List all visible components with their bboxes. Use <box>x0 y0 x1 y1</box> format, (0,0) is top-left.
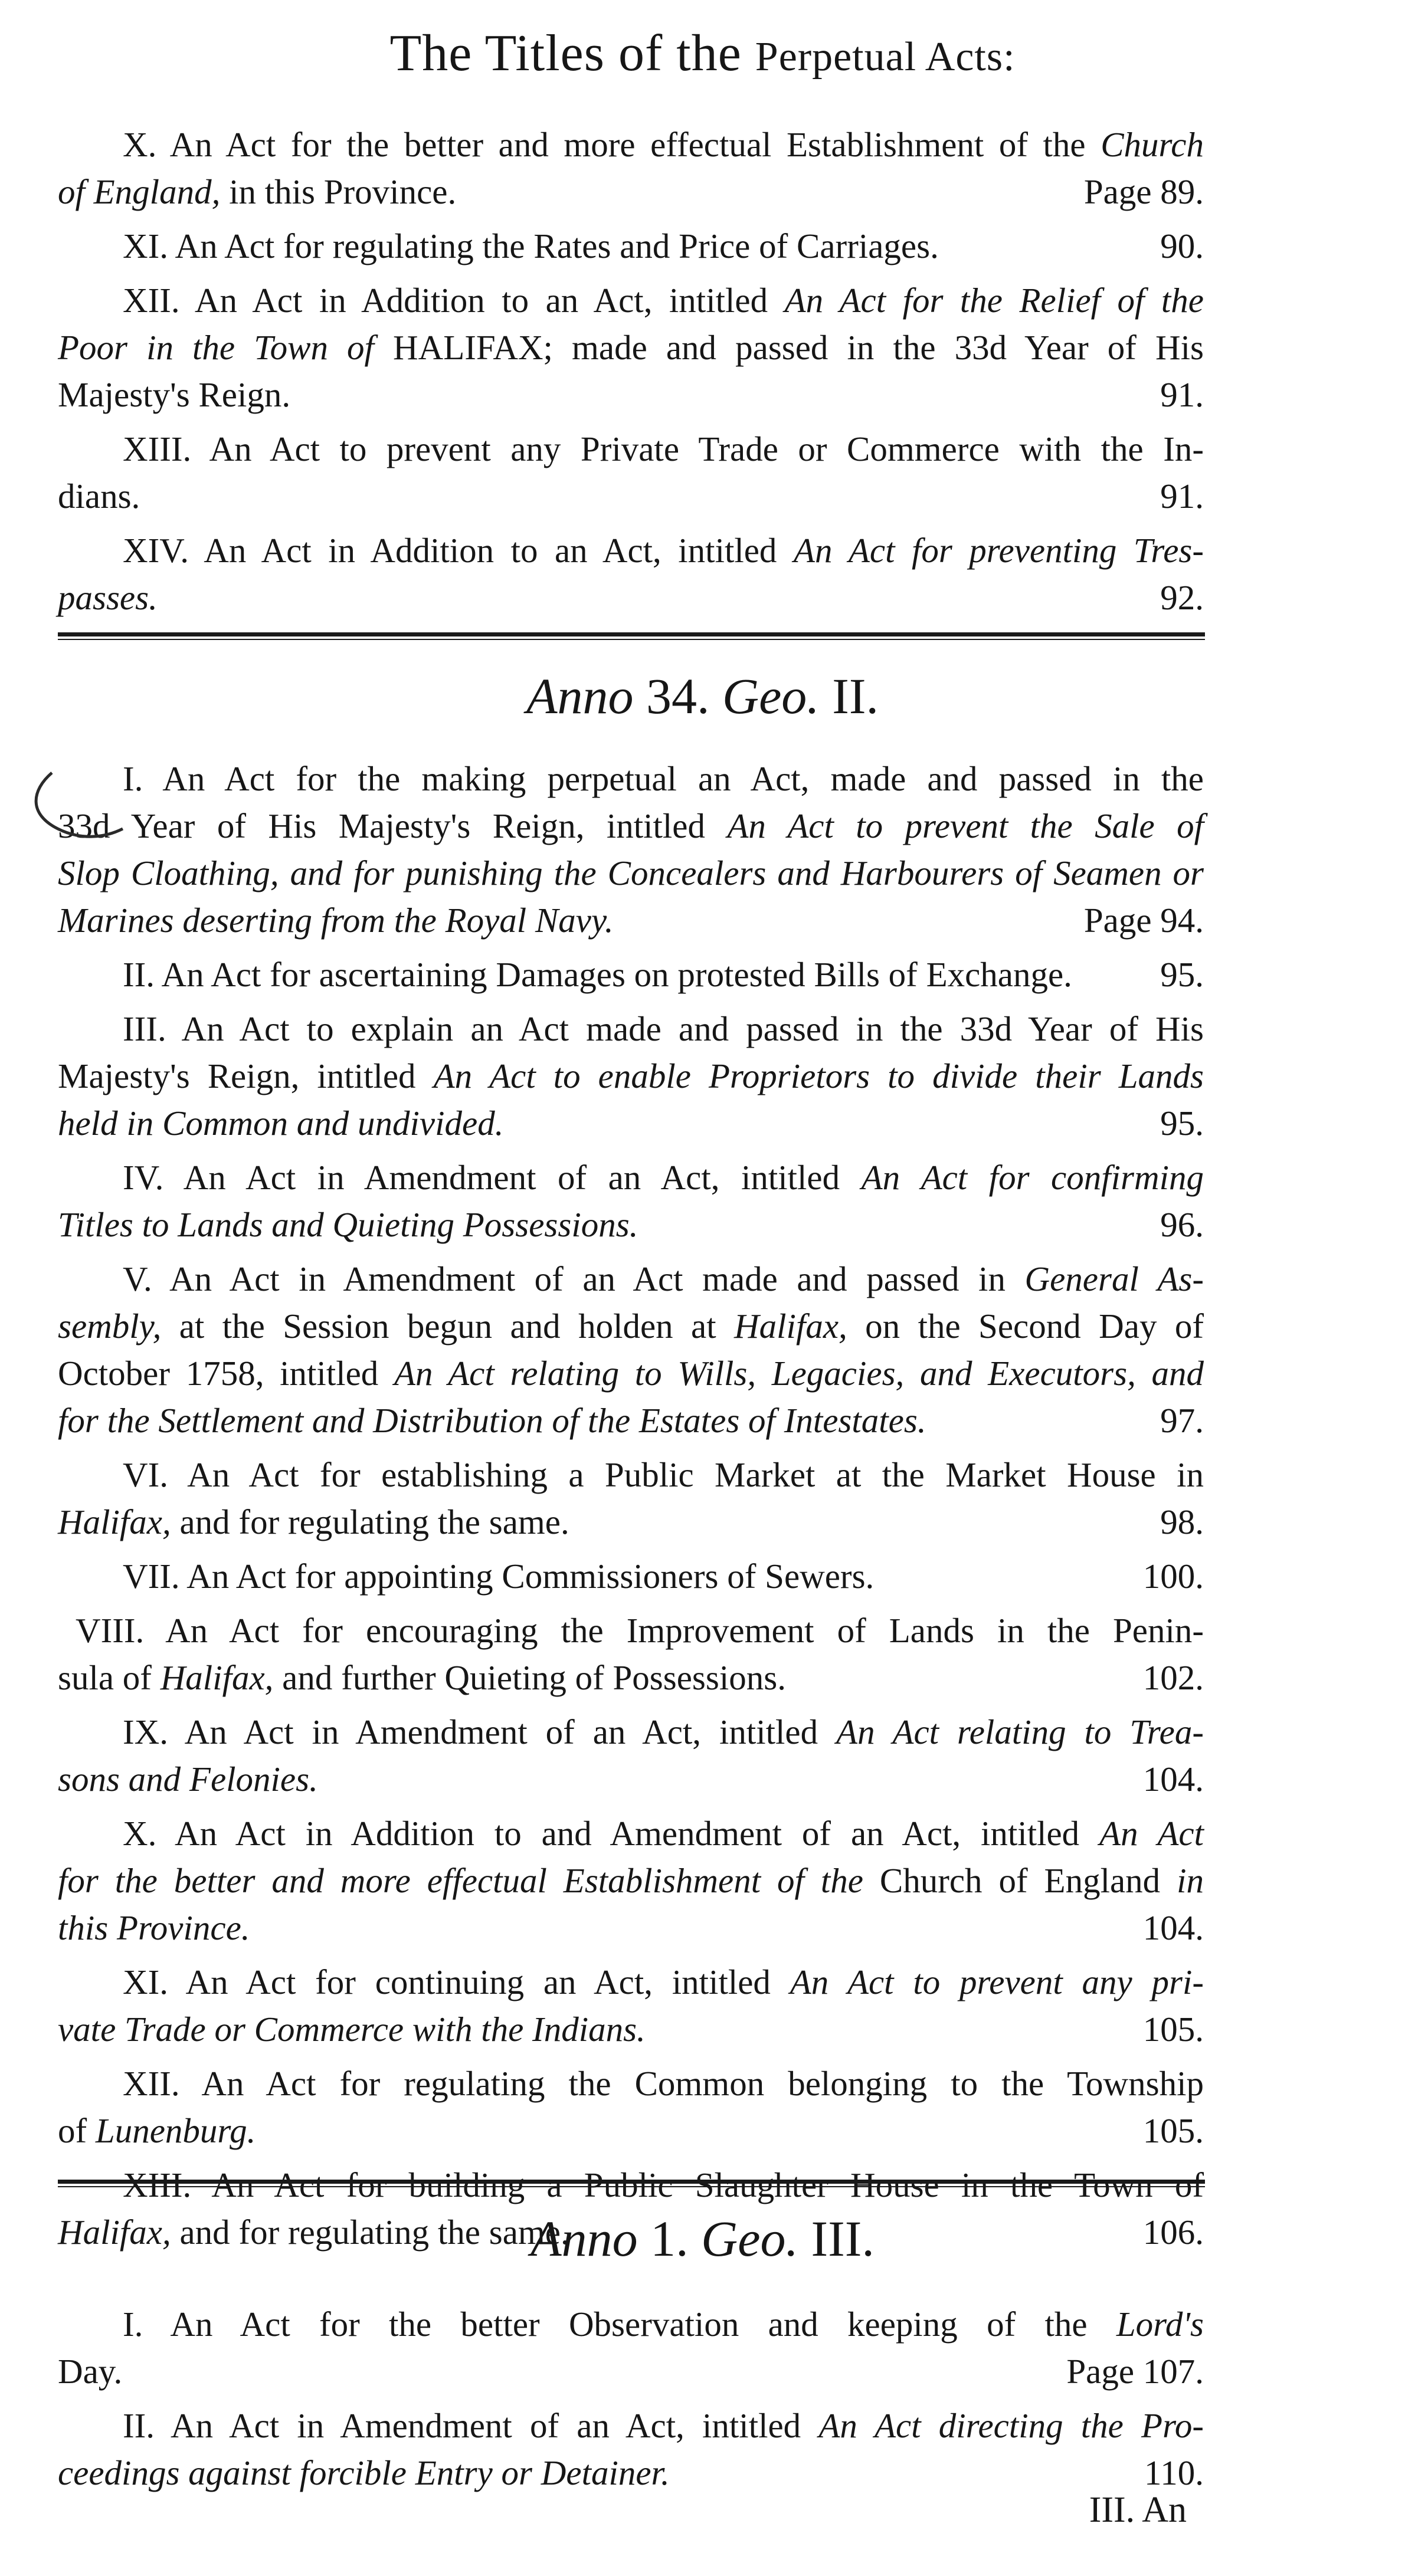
page-number: 92. <box>1160 578 1204 617</box>
act-entry: VIII. An Act for encouraging the Improvement of Lands in the Penin- sula of Halifax, and further Quieting of Possessions. 102. <box>58 1607 1204 1701</box>
page-number: Page 89. <box>1083 172 1204 211</box>
act-entry: VI. An Act for establishing a Public Market at the Market House in Halifax, and for regulating the same. 98. <box>58 1451 1204 1545</box>
page-number: 102. <box>1142 1658 1204 1697</box>
act-entry: XII. An Act for regulating the Common belonging to the Township of Lunenburg. 105. <box>58 2060 1204 2154</box>
act-entry: IX. An Act in Amendment of an Act, intitled An Act relating to Trea- sons and Felonies. 104. <box>58 1708 1204 1803</box>
page-number: 91. <box>1160 477 1204 516</box>
group-3 <box>58 2301 1204 2496</box>
act-entry: X. An Act in Addition to and Amendment of an Act, intitled An Act for the better and more effectual Establishment of the Church of England in this Province. 104. <box>58 1810 1204 1951</box>
page-number: 95. <box>1160 1104 1204 1143</box>
page-number: Page 94. <box>1083 901 1204 940</box>
act-entry: II. An Act for ascertaining Damages on protested Bills of Exchange. 95. <box>58 951 1204 998</box>
act-entry: XIV. An Act in Addition to an Act, intitled An Act for preventing Tres- passes. 92. <box>58 527 1204 621</box>
section-rule <box>58 2180 1205 2184</box>
section-rule <box>58 632 1205 636</box>
act-entry: XIII. An Act for building a Public Slaughter House in the Town of Halifax, and for regulating the same. 106. <box>58 2161 1204 2256</box>
group-2 <box>58 755 1204 2256</box>
page-number: 98. <box>1160 1502 1204 1541</box>
page-number: 104. <box>1142 1908 1204 1947</box>
running-head-small-caps: Perpetual Acts: <box>755 34 1016 80</box>
act-entry: III. An Act to explain an Act made and passed in the 33d Year of His Majesty's Reign, intitled An Act to enable Proprietors to divide their Lands held in Common and undivided. 95. <box>58 1005 1204 1147</box>
section-heading: Anno 34. Geo. II. <box>526 668 879 724</box>
act-entry: XI. An Act for regulating the Rates and Price of Carriages. 90. <box>58 222 1204 270</box>
page-number: 100. <box>1142 1557 1204 1596</box>
act-entry: IV. An Act in Amendment of an Act, intitled An Act for confirming Titles to Lands and Quieting Possessions. 96. <box>58 1154 1204 1248</box>
page-number: 95. <box>1160 955 1204 994</box>
running-head <box>0 24 1405 83</box>
act-entry: VII. An Act for appointing Commissioners of Sewers. 100. <box>58 1553 1204 1600</box>
page-number: 105. <box>1142 2010 1204 2049</box>
page-number: 97. <box>1160 1401 1204 1440</box>
section-heading: Anno 1. Geo. III. <box>530 2210 875 2267</box>
running-head-title: The Titles of the <box>389 25 755 82</box>
act-entry: XII. An Act in Addition to an Act, intitled An Act for the Relief of the Poor in the Town of HALIFAX; made and passed in the 33d Year of His Majesty's Reign. 91. <box>58 277 1204 418</box>
catchword: III. An <box>1089 2490 1187 2530</box>
page-number: 91. <box>1160 375 1204 414</box>
act-entry: XIII. An Act to prevent any Private Trade or Commerce with the In- dians. 91. <box>58 425 1204 520</box>
page-number: 90. <box>1160 227 1204 265</box>
page-number: 104. <box>1142 1760 1204 1799</box>
group-1 <box>58 121 1204 621</box>
page-number: 105. <box>1142 2111 1204 2150</box>
act-entry: II. An Act in Amendment of an Act, intitled An Act directing the Pro- ceedings against forcible Entry or Detainer. 110. <box>58 2402 1204 2496</box>
page-number: 106. <box>1142 2213 1204 2252</box>
act-entry: I. An Act for the better Observation and keeping of the Lord's Day. Page 107. <box>58 2301 1204 2395</box>
page-number: Page 107. <box>1066 2352 1204 2391</box>
page-number: 110. <box>1144 2453 1204 2492</box>
act-entry: XI. An Act for continuing an Act, intitled An Act to prevent any pri- vate Trade or Commerce with the Indians. 105. <box>58 1958 1204 2053</box>
handwritten-bracket-mark <box>17 767 129 849</box>
page-number: 96. <box>1160 1205 1204 1244</box>
act-entry: V. An Act in Amendment of an Act made and passed in General As- sembly, at the Session begun and holden at Halifax, on the Second Day of October 1758, intitled An Act relating to Wills, Legacies, and Executors, and for the Settlement and Distribution of the Estates of Intestates. 97. <box>58 1255 1204 1444</box>
act-entry: X. An Act for the better and more effectual Establishment of the Church of England, in this Province. Page 89. <box>58 121 1204 215</box>
act-entry: I. An Act for the making perpetual an Act, made and passed in the 33d Year of His Majesty's Reign, intitled An Act to prevent the Sale of Slop Cloathing, and for punishing the Concealers and Harbourers of Seamen or Marines deserting from the Royal Navy. Page 94. <box>58 755 1204 944</box>
